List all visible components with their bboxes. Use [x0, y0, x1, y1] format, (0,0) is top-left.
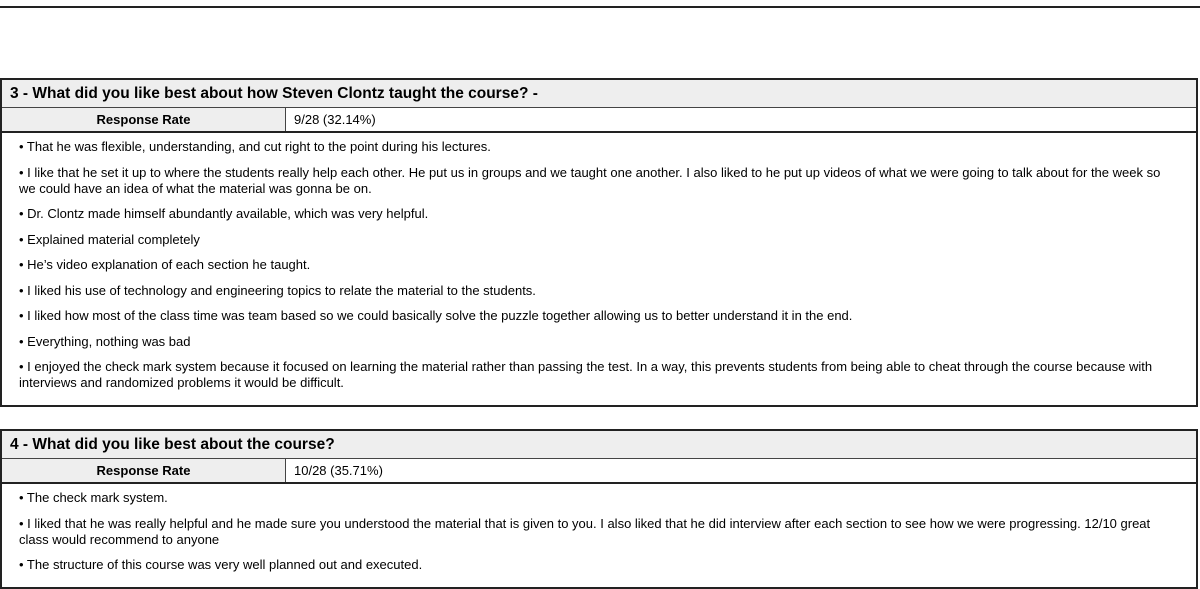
response-item: • I enjoyed the check mark system because it focused on learning the material rather than passing the test. In a way, this prevents students from being able to cheat through the course because with interviews and randomized problems it would be difficult.: [19, 359, 1153, 390]
response-item: • I liked his use of technology and engineering topics to relate the material to the students.: [19, 282, 536, 298]
question-title: 3 - What did you like best about how Steven Clontz taught the course? -: [2, 80, 1196, 108]
response-rate-label: Response Rate: [2, 108, 286, 131]
response-item: • I like that he set it up to where the students really help each other. He put us in groups and we taught one another. I also liked to he put up videos of what we were going to talk about for the week so we could have an idea of what the material was gonna be on.: [19, 164, 1161, 196]
response-item: • The check mark system.: [19, 490, 168, 505]
response-item: • I liked that he was really helpful and he made sure you understood the material that is given to you. I also liked that he did interview after each section to see how we were progressing. 12/10 great class would recommend to anyone: [19, 515, 1151, 547]
response-item: • Explained material completely: [19, 231, 200, 247]
question-section-3: [0, 78, 1198, 407]
response-rate-value: 10/28 (35.71%): [294, 463, 383, 478]
response-item: • The structure of this course was very well planned out and executed.: [19, 557, 423, 572]
response-item: • He’s video explanation of each section he taught.: [19, 257, 311, 272]
response-item: • Everything, nothing was bad: [19, 333, 191, 349]
question-title: 4 - What did you like best about the course?: [2, 431, 1196, 459]
response-item: • I liked how most of the class time was team based so we could basically solve the puzzle together allowing us to better understand it in the end.: [19, 308, 853, 323]
response-rate-value: 9/28 (32.14%): [294, 112, 376, 127]
response-item: • That he was flexible, understanding, and cut right to the point during his lectures.: [19, 139, 491, 154]
question-section-4: [0, 429, 1198, 589]
response-item: • Dr. Clontz made himself abundantly available, which was very helpful.: [19, 206, 429, 221]
response-rate-label: Response Rate: [2, 459, 286, 482]
response-rate-row: [2, 108, 1196, 133]
top-divider: [0, 6, 1200, 8]
responses-list: [2, 133, 1196, 405]
responses-list: [2, 484, 1196, 587]
response-rate-row: [2, 459, 1196, 484]
